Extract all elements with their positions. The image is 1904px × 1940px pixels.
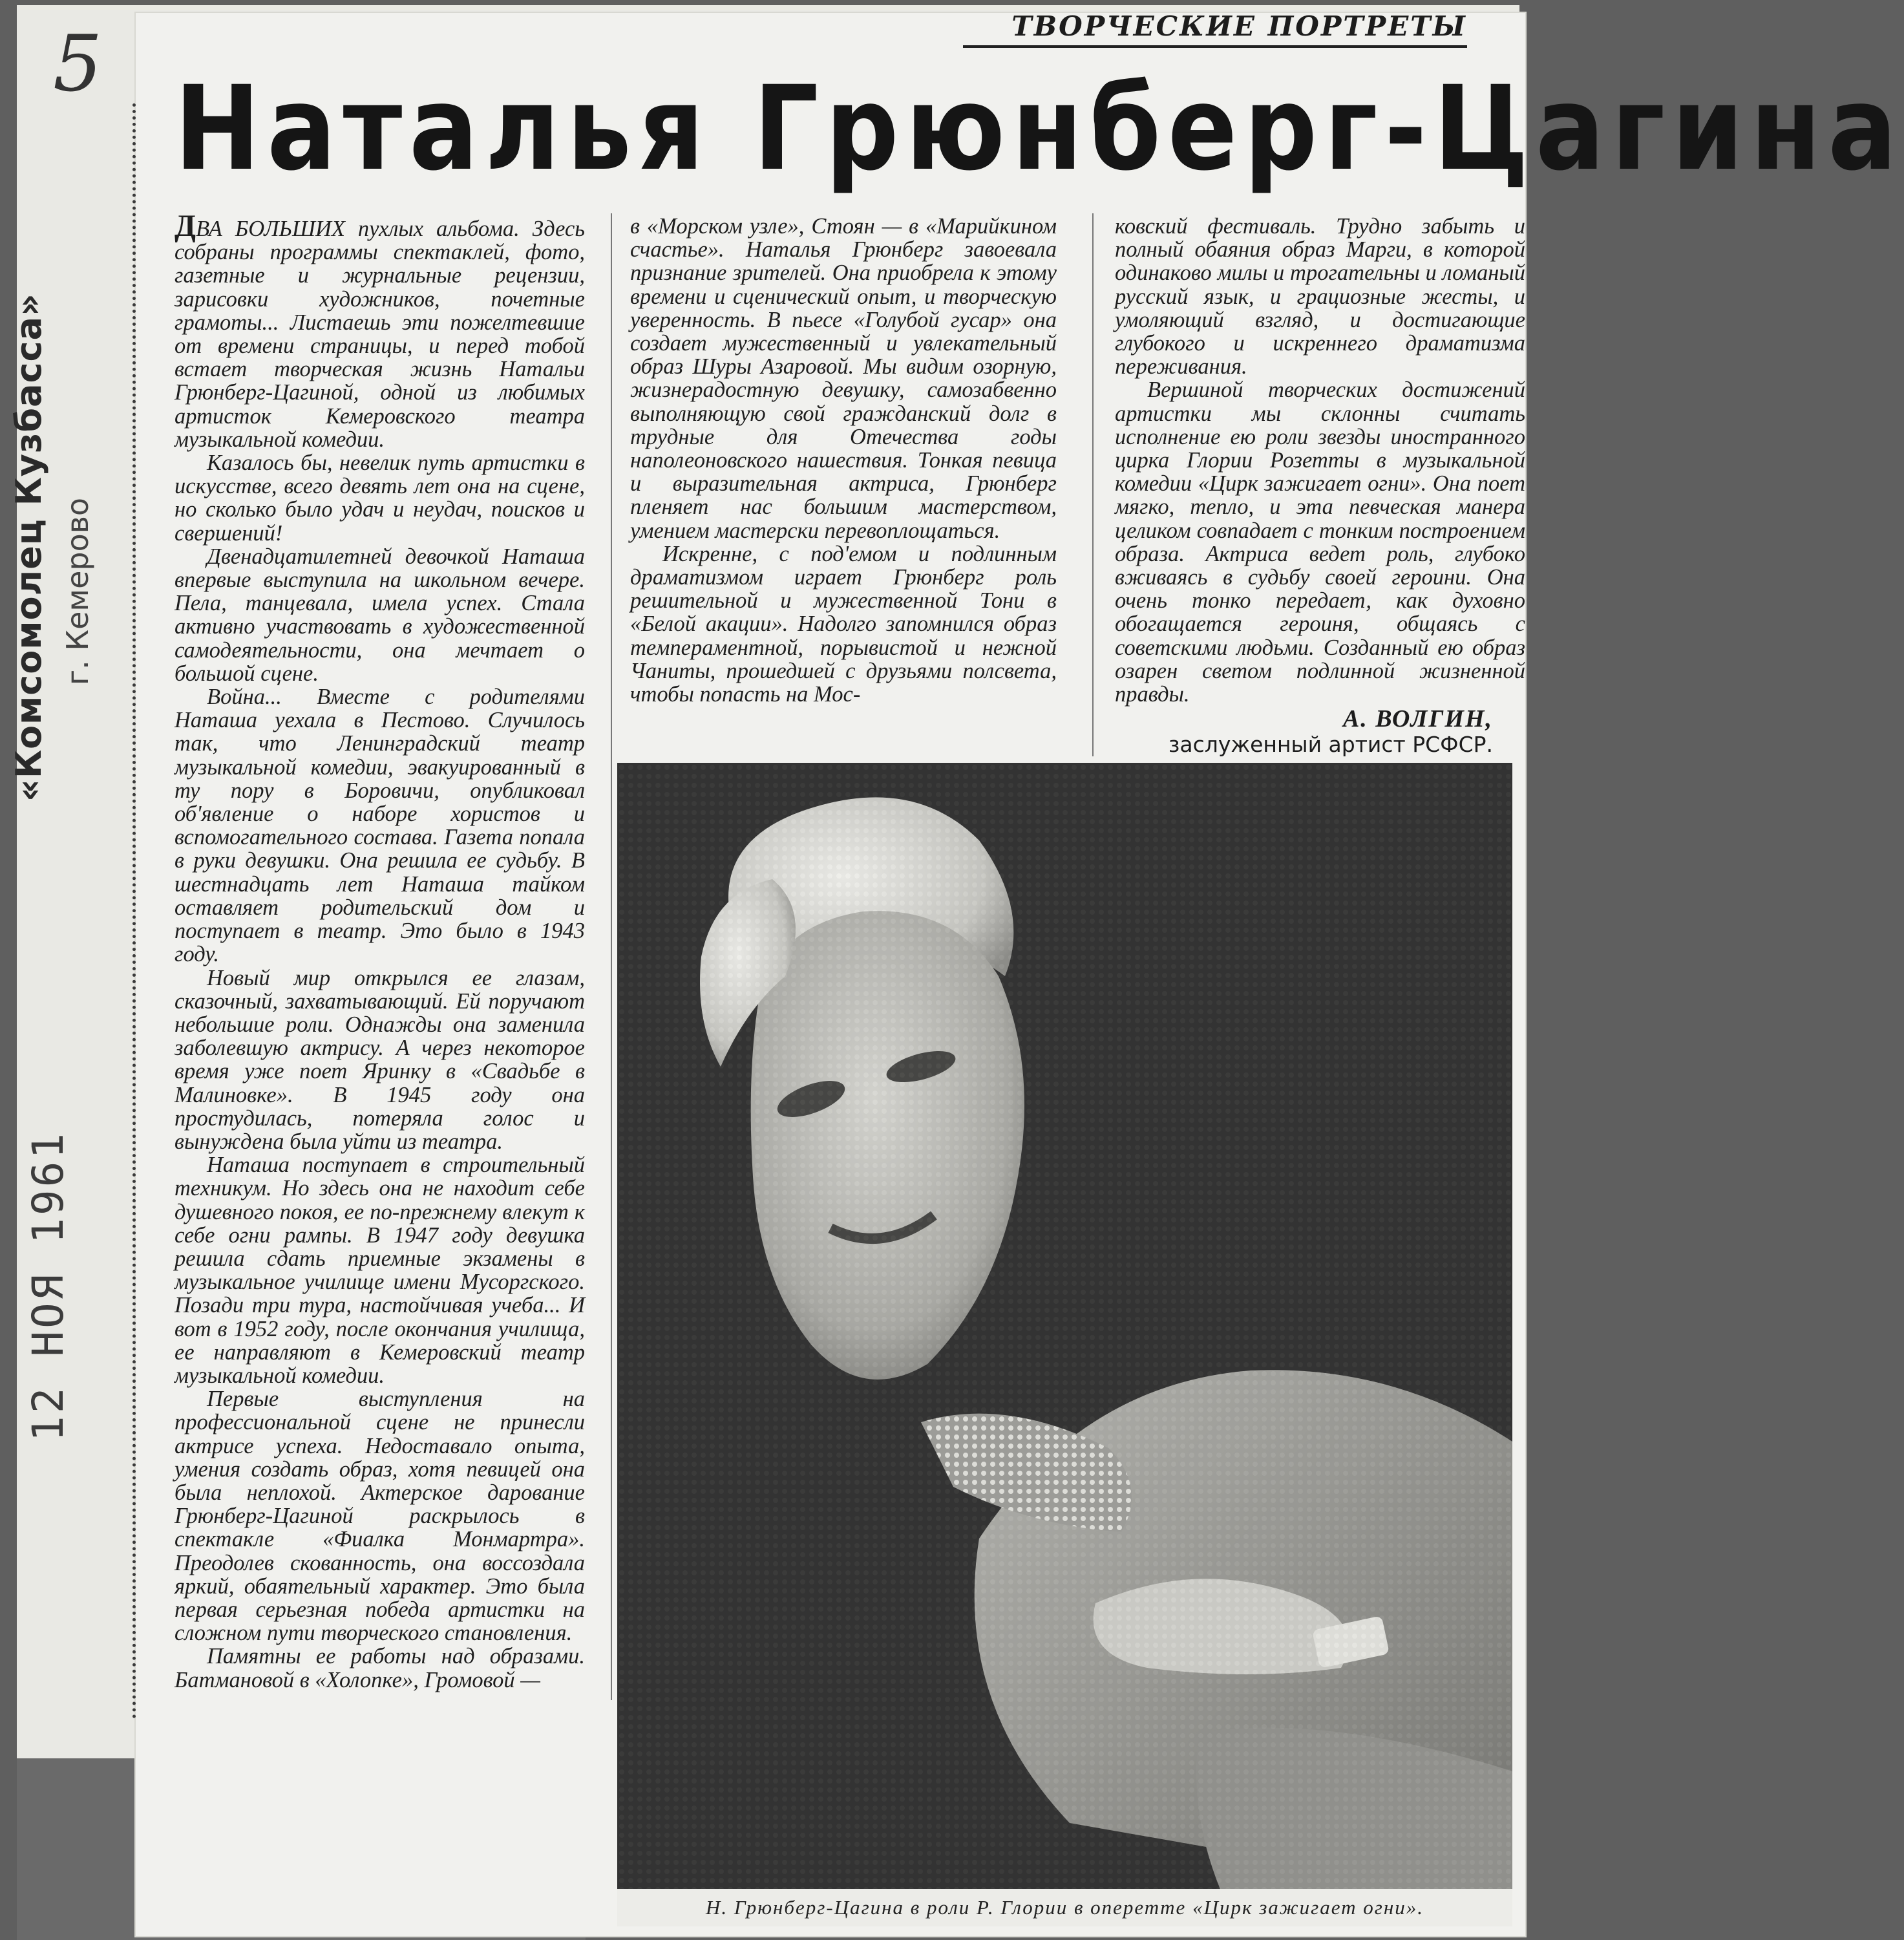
perforated-edge [132,103,138,1720]
paragraph: Казалось бы, невелик путь артистки в искусстве, всего девять лет она на сцене, но сколько было удач и неудач, поисков и свершений! [175,451,585,546]
column-divider [1092,213,1094,756]
portrait-illustration [617,763,1512,1926]
paragraph: ковский фестиваль. Трудно забыть и полный обаяния образ Марги, в которой одинаково милы и трогательны и ломаный русский язык, и грациозные жесты, и умоляющий взгляд, и достигающие глубокого и искреннего драматизма переживания. [1115,214,1525,379]
page-number-handwritten: 5 [53,19,103,109]
section-rubric: ТВОРЧЕСКИЕ ПОРТРЕТЫ [963,8,1467,48]
article-column-2 [630,215,1057,751]
column-divider [611,213,612,1700]
date-stamp: 12 НОЯ 1961 [23,1130,73,1442]
photo-caption: Н. Грюнберг-Цагина в роли Р. Глории в оперетте «Цирк зажигает огни». [617,1889,1512,1926]
paragraph: Война... Вместе с родителями Наташа уехала в Пестово. Случилось так, что Ленинградский театр музыкальной комедии, эвакуированный в ту пору в Боровичи, опубликовал об'явление о наборе хористов и вспомогательного состава. Газета попала в руки девушки. Она решила ее судьбу. В шестнадцать лет Наташа тайком оставляет родительский дом и поступает в театр. Это было в 1943 году. [175,685,585,967]
newspaper-stamp: «Комсомолец Кузбасса» [8,293,49,802]
article-headline: Наталья Грюнберг-Цагина [175,61,1904,197]
city-stamp: г. Кемерово [60,498,95,685]
paragraph: Двенадцатилетней девочкой Наташа впервые выступила на школьном вечере. Пела, танцевала, имела успех. Стала активно участвовать в художественной самодеятельности, она мечтает о большой сцене. [175,544,585,686]
author-signature: А. ВОЛГИН, [1342,705,1493,732]
paragraph: ДВА БОЛЬШИХ пухлых альбома. Здесь собраны программы спектаклей, фото, газетные и журнальные рецензии, зарисовки художников, почетные грамоты... Листаешь эти пожелтевшие от времени страницы, и перед тобой встает творческая жизнь Натальи Грюнберг-Цагиной, одной из любимых артисток Кемеровского театра музыкальной комедии. [175,209,585,452]
article-column-3 [1115,215,1525,706]
paragraph: Памятны ее работы над образами. Батмановой в «Холопке», Громовой — [175,1644,585,1692]
paragraph: в «Морском узле», Стоян — в «Марийкином счастье». Наталья Грюнберг завоевала признание зрителей. Она приобрела к этому времени и сценический опыт, и творческую уверенность. В пьесе «Голубой гусар» она создает мужественный и увлекательный образ Шуры Азаровой. Мы видим озорную, жизнерадостную девушку, самозабвенно выполняющую свой гражданский долг в трудные для Отечества годы наполеоновского нашествия. Тонкая певица и выразительная актриса, Грюнберг пленяет нас большим мастерством, умением мастерски перевоплощаться. [630,214,1057,543]
author-title: заслуженный артист РСФСР. [1168,732,1493,757]
paragraph: Искренне, с под'емом и подлинным драматизмом играет Грюнберг роль решительной и мужественной Тони в «Белой акации». Надолго запомнился образ темпераментной, порывистой и нежной Чаниты, прошедшей с друзьями полсвета, чтобы попасть на Мос- [630,541,1057,707]
paragraph: Новый мир открылся ее глазам, сказочный, захватывающий. Ей поручают небольшие роли. Однажды она заменила заболевшую актрису. А через некоторое время уже поет Яринку в «Свадьбе в Малиновке». В 1945 году она простудилась, потеряла голос и вынуждена была уйти из театра. [175,965,585,1154]
portrait-photo [617,763,1512,1926]
paragraph: Наташа поступает в строительный техникум. Но здесь она не находит себе душевного покоя, ее по-прежнему влекут к себе огни рампы. В 1947 году девушка решила сдать приемные экзамены в музыкальное училище имени Мусоргского. Позади три тура, настойчивая учеба... И вот в 1952 году, после окончания училища, ее направляют в Кемеровский театр музыкальной комедии. [175,1153,585,1388]
paragraph: Первые выступления на профессиональной сцене не принесли актрисе успеха. Недоставало опыта, умения создать образ, хотя певицей она была неплохой. Актерское дарование Грюнберг-Цагиной раскрылось в спектакле «Фиалка Монмартра». Преодолев скованность, она воссоздала яркий, обаятельный характер. Это была первая серьезная победа артистки на сложном пути творческого становления. [175,1387,585,1646]
drop-cap: Д [175,209,196,243]
paragraph: Вершиной творческих достижений артистки мы склонны считать исполнение ею роли звезды иностранного цирка Глории Розетты в музыкальной комедии «Цирк зажигает огни». Она поет мягко, тепло, и эта певческая манера целиком совпадает с тонким построением образа. Актриса ведет роль, глубоко вживаясь в судьбу своей героини. Она очень тонко передает, как духовно обогащается героиня, общаясь с советскими людьми. Созданный ею образ озарен светом подлинной жизненной правды. [1115,378,1525,707]
article-column-1 [175,209,585,1721]
